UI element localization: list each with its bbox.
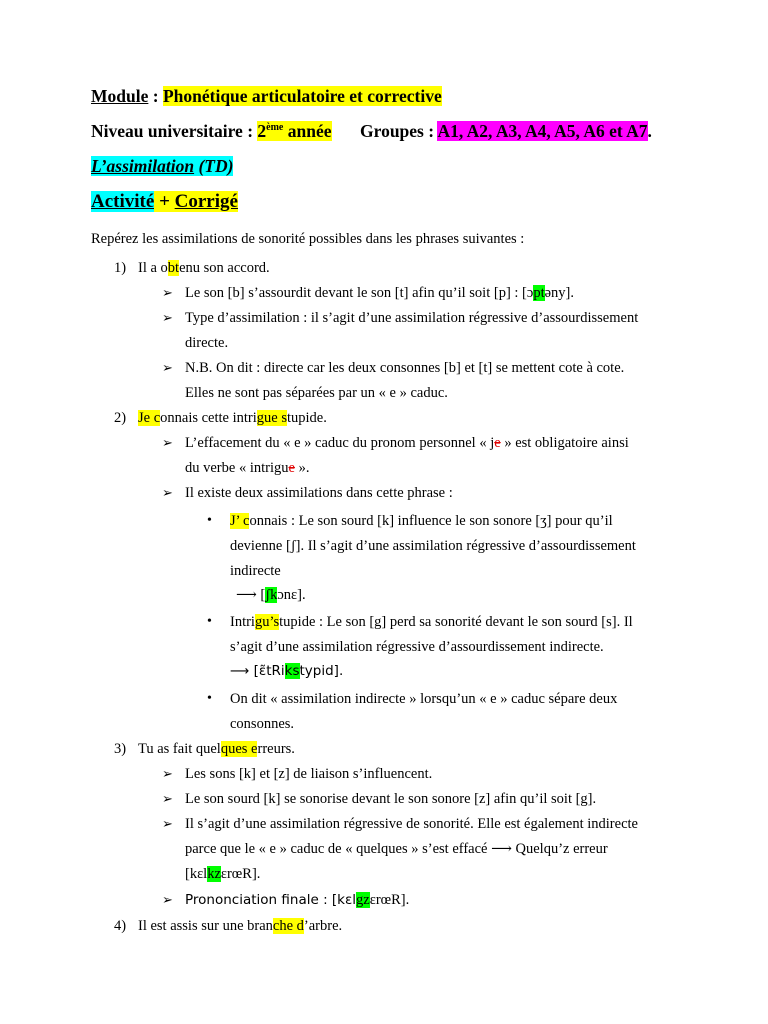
arrow-bullet-icon: ➢ [162, 285, 173, 300]
text: ⟶ [ [236, 587, 266, 603]
highlight: J’ c [230, 513, 250, 529]
item-2-point-2: Il existe deux assimilations dans cette phrase : [185, 485, 453, 501]
text: tupide : Le son [g] perd sa sonorité devant le son sourd [s]. Il [279, 614, 633, 630]
dot-bullet-icon: • [207, 513, 212, 528]
item-3-point-3-line-1: Il s’agit d’une assimilation régressive de sonorité. Elle est également indirecte [185, 816, 638, 832]
highlight: ʃk [265, 587, 278, 603]
item-3-sentence [138, 739, 295, 759]
text: Intri [230, 614, 255, 630]
item-1-point-3-line-1: N.B. On dit : directe car les deux consonnes [b] et [t] se mettent cote à cote. [185, 360, 625, 376]
text: ɛrœR]. [369, 892, 410, 908]
item-2-point-1-line-1 [185, 433, 629, 453]
text: onnais : Le son sourd [k] influence le son sonore [ʒ] pour qu’il [249, 513, 613, 529]
item-3-point-3-line-2: parce que le « e » caduc de « quelques » s’est effacé ⟶ Quelqu’z erreur [185, 841, 608, 857]
item-number: 3) [114, 741, 127, 757]
text: enu son accord. [179, 260, 270, 276]
niveau-sep: : [242, 121, 258, 141]
activity-plus: + [154, 191, 175, 212]
item-2-sentence [138, 408, 327, 428]
module-label: Module [91, 86, 149, 106]
activity-label: Activité [91, 191, 155, 212]
item-number: 2) [114, 410, 127, 426]
arrow-bullet-icon: ➢ [162, 310, 173, 325]
item-number: 1) [114, 260, 127, 276]
groupes-value: A1, A2, A3, A4, A5, A6 et A7 [437, 121, 648, 141]
niveau-rest: année [283, 121, 332, 141]
item-2-bullet-2-line-1 [230, 612, 633, 632]
highlight: Je c [138, 410, 161, 426]
item-1-point-3-line-2: Elles ne sont pas séparées par un « e » caduc. [185, 385, 448, 401]
item-2-bullet-2-transcription [230, 661, 343, 681]
niveau-line [91, 119, 332, 143]
text: Il est assis sur une bran [138, 918, 273, 934]
highlight: gue s [256, 410, 287, 426]
text: [kɛl [185, 866, 208, 882]
item-number: 4) [114, 918, 127, 934]
text: Prononciation finale : [kɛl [185, 892, 357, 908]
niveau-label: Niveau universitaire [91, 121, 243, 141]
intro-text: Repérez les assimilations de sonorité possibles dans les phrases suivantes : [91, 231, 525, 247]
item-2-bullet-2-line-2: s’agit d’une assimilation régressive d’assourdissement indirecte. [230, 639, 604, 655]
text: Tu as fait quel [138, 741, 221, 757]
dot-bullet-icon: • [207, 691, 212, 706]
niveau-num: 2 [257, 121, 267, 141]
module-sep: : [148, 86, 163, 106]
module-value: Phonétique articulatoire et corrective [162, 86, 442, 106]
item-3-point-3-line-3 [185, 864, 260, 884]
arrow-bullet-icon: ➢ [162, 766, 173, 781]
item-3-point-1: Les sons [k] et [z] de liaison s’influencent. [185, 766, 433, 782]
text: ɛrœR]. [220, 866, 261, 882]
item-2-bullet-1-line-1 [230, 511, 613, 531]
arrow-bullet-icon: ➢ [162, 816, 173, 831]
highlight: ks [284, 663, 300, 679]
arrow-bullet-icon: ➢ [162, 435, 173, 450]
assimilation-title-box [91, 156, 233, 176]
item-2-bullet-1-transcription [236, 585, 306, 605]
text: ’arbre. [303, 918, 343, 934]
item-1-sentence [138, 258, 270, 278]
text: » est obligatoire ainsi [500, 435, 629, 451]
item-1-point-2-line-2: directe. [185, 335, 229, 351]
text: ». [294, 460, 310, 476]
groupes-label: Groupes : [360, 121, 438, 141]
highlight: gz [356, 892, 370, 908]
item-2-bullet-1-line-2: devienne [ʃ]. Il s’agit d’une assimilation régressive d’assourdissement [230, 538, 636, 554]
item-3-point-4 [185, 890, 409, 910]
assimilation-title [91, 154, 233, 178]
groupes-line [360, 119, 652, 143]
highlight: ques e [220, 741, 258, 757]
module-line [91, 84, 442, 108]
text: tupide. [287, 410, 327, 426]
arrow-bullet-icon: ➢ [162, 360, 173, 375]
item-2-bullet-1-line-3: indirecte [230, 563, 281, 579]
highlight: bt [167, 260, 180, 276]
item-1-point-2-line-1: Type d’assimilation : il s’agit d’une assimilation régressive d’assourdissement [185, 310, 639, 326]
arrow-bullet-icon: ➢ [162, 485, 173, 500]
text: du verbe « intrigu [185, 460, 289, 476]
struck-letter: e [288, 460, 295, 476]
text: ⟶ [ɛ̃tRi [230, 663, 285, 679]
corrige-label: Corrigé [174, 191, 238, 212]
niveau-sup: ème [266, 122, 284, 134]
dot-bullet-icon: • [207, 614, 212, 629]
text: əny]. [544, 285, 574, 301]
text: onnais cette intri [160, 410, 257, 426]
item-2-bullet-3-line-2: consonnes. [230, 716, 295, 732]
highlight: che d [272, 918, 304, 934]
text: L’effacement du « e » caduc du pronom personnel « j [185, 435, 495, 451]
item-2-point-1-line-2 [185, 458, 309, 478]
item-4-sentence [138, 916, 342, 936]
arrow-bullet-icon: ➢ [162, 791, 173, 806]
item-1-point-1 [185, 283, 574, 303]
item-3-point-2: Le son sourd [k] se sonorise devant le son sonore [z] afin qu’il soit [g]. [185, 791, 597, 807]
struck-letter: e [494, 435, 501, 451]
item-2-bullet-3-line-1: On dit « assimilation indirecte » lorsqu’un « e » caduc sépare deux [230, 691, 618, 707]
text: ɔnɛ]. [277, 587, 306, 603]
highlight: pt [533, 285, 545, 301]
highlight: gu’s [254, 614, 280, 630]
highlight: kz [207, 866, 221, 882]
arrow-bullet-icon: ➢ [162, 892, 173, 907]
niveau-value [257, 121, 331, 141]
assimilation-label: L’assimilation [91, 156, 195, 176]
text: Le son [b] s’assourdit devant le son [t] afin qu’il soit [p] : [ɔ [185, 285, 534, 301]
text: Il a o [138, 260, 168, 276]
text: typid]. [299, 663, 344, 679]
assimilation-td: (TD) [194, 156, 234, 176]
activity-title [91, 189, 238, 215]
groupes-end: . [647, 121, 652, 141]
text: rreurs. [257, 741, 295, 757]
